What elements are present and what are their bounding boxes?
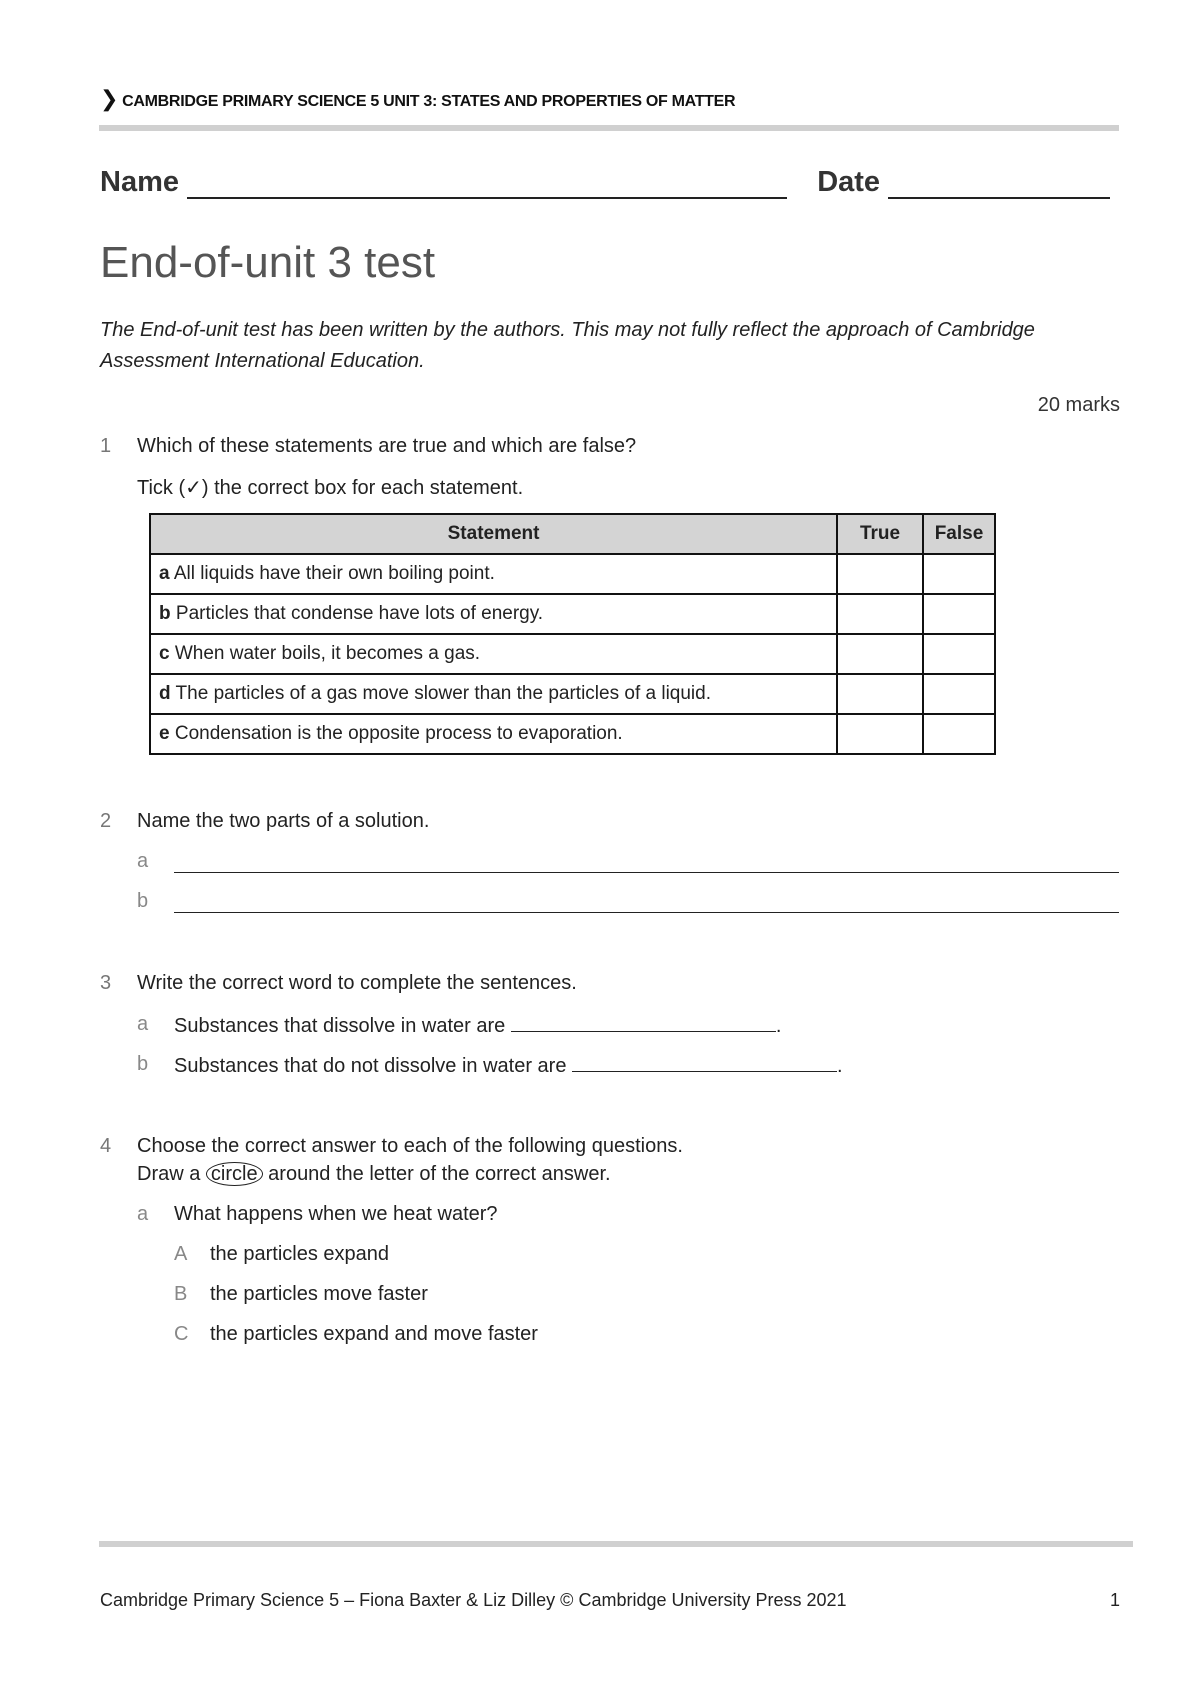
answer-line-2a[interactable]	[174, 872, 1119, 873]
question-1-number: 1	[100, 435, 112, 457]
question-3b-letter: b	[137, 1053, 149, 1075]
question-4a-text: What happens when we heat water?	[174, 1203, 498, 1225]
footer-credit: Cambridge Primary Science 5 – Fiona Baxter & Liz Dilley © Cambridge University Press 2021	[100, 1590, 847, 1610]
question-3-text: Write the correct word to complete the sentences.	[137, 972, 577, 994]
question-3b	[174, 1053, 843, 1078]
option-a-letter[interactable]: A	[174, 1243, 188, 1265]
circle-example: circle	[206, 1162, 263, 1186]
intro-note: The End-of-unit test has been written by the authors. This may not fully reflect the approach of Cambridge Assessment International Education.	[100, 319, 1035, 372]
option-c-letter[interactable]: C	[174, 1323, 189, 1345]
answer-line-2b[interactable]	[174, 912, 1119, 913]
chevron-right-icon: ❯	[100, 86, 119, 111]
statement-text: All liquids have their own boiling point.	[173, 563, 495, 584]
question-3-number: 3	[100, 972, 112, 994]
question-3a	[174, 1013, 781, 1038]
false-checkbox[interactable]	[923, 714, 995, 754]
statement-table	[149, 513, 996, 755]
instr-after: around the letter of the correct answer.	[268, 1163, 611, 1185]
running-header	[100, 86, 735, 112]
name-label: Name	[100, 166, 179, 198]
table-row	[150, 714, 995, 754]
blank-3b[interactable]	[572, 1053, 837, 1072]
true-checkbox[interactable]	[837, 554, 923, 594]
question-2b-letter: b	[137, 890, 149, 912]
question-4-instruction	[137, 1162, 611, 1186]
header-rule	[99, 125, 1119, 131]
blank-3a[interactable]	[511, 1013, 776, 1032]
header-statement: Statement	[150, 514, 837, 554]
question-4a-letter: a	[137, 1203, 149, 1225]
table-row	[150, 634, 995, 674]
option-a-text: the particles expand	[210, 1243, 390, 1265]
name-date-row	[100, 166, 1110, 199]
false-checkbox[interactable]	[923, 674, 995, 714]
false-checkbox[interactable]	[923, 594, 995, 634]
date-label: Date	[817, 166, 881, 198]
question-3a-text: Substances that dissolve in water are	[174, 1015, 506, 1037]
option-c-text: the particles expand and move faster	[210, 1323, 538, 1345]
statement-letter: a	[159, 563, 170, 584]
question-3b-text: Substances that do not dissolve in water are	[174, 1055, 567, 1077]
question-4-text: Choose the correct answer to each of the following questions.	[137, 1135, 683, 1157]
question-3b-end: .	[837, 1055, 843, 1077]
page-number: 1	[1109, 1590, 1120, 1610]
statement-text: When water boils, it becomes a gas.	[174, 643, 481, 664]
statement-cell	[150, 554, 837, 594]
option-b-text: the particles move faster	[210, 1283, 428, 1305]
table-row	[150, 554, 995, 594]
statement-cell	[150, 674, 837, 714]
false-checkbox[interactable]	[923, 634, 995, 674]
date-field[interactable]	[888, 169, 1110, 199]
question-3a-letter: a	[137, 1013, 149, 1035]
option-b-letter[interactable]: B	[174, 1283, 188, 1305]
statement-cell	[150, 594, 837, 634]
true-checkbox[interactable]	[837, 714, 923, 754]
statement-cell	[150, 634, 837, 674]
statement-text: Particles that condense have lots of energy.	[175, 603, 544, 624]
statement-cell	[150, 714, 837, 754]
question-1-text: Which of these statements are true and which are false?	[137, 435, 637, 457]
question-2-number: 2	[100, 810, 112, 832]
header-true: True	[837, 514, 923, 554]
true-checkbox[interactable]	[837, 674, 923, 714]
question-1-instruction: Tick (✓) the correct box for each statement.	[137, 477, 524, 499]
question-2a-letter: a	[137, 850, 149, 872]
statement-text: The particles of a gas move slower than the particles of a liquid.	[175, 683, 711, 704]
page-title: End-of-unit 3 test	[100, 238, 436, 287]
footer-rule	[99, 1541, 1133, 1547]
table-row	[150, 594, 995, 634]
header-false: False	[923, 514, 995, 554]
question-2-text: Name the two parts of a solution.	[137, 810, 430, 832]
statement-text: Condensation is the opposite process to evaporation.	[174, 723, 623, 744]
instr-before: Draw a	[137, 1163, 201, 1185]
name-field[interactable]	[187, 169, 787, 199]
table-row	[150, 674, 995, 714]
statement-letter: d	[159, 683, 171, 704]
true-checkbox[interactable]	[837, 594, 923, 634]
true-checkbox[interactable]	[837, 634, 923, 674]
question-3a-end: .	[775, 1015, 782, 1037]
statement-letter: e	[159, 723, 170, 744]
question-4-number: 4	[100, 1135, 112, 1157]
running-title: CAMBRIDGE PRIMARY SCIENCE 5 UNIT 3: STATES AND PROPERTIES OF MATTER	[122, 93, 736, 110]
statement-letter: c	[159, 643, 170, 664]
table-header-row	[150, 514, 995, 554]
statement-letter: b	[159, 603, 171, 624]
total-marks: 20 marks	[1037, 394, 1120, 416]
false-checkbox[interactable]	[923, 554, 995, 594]
